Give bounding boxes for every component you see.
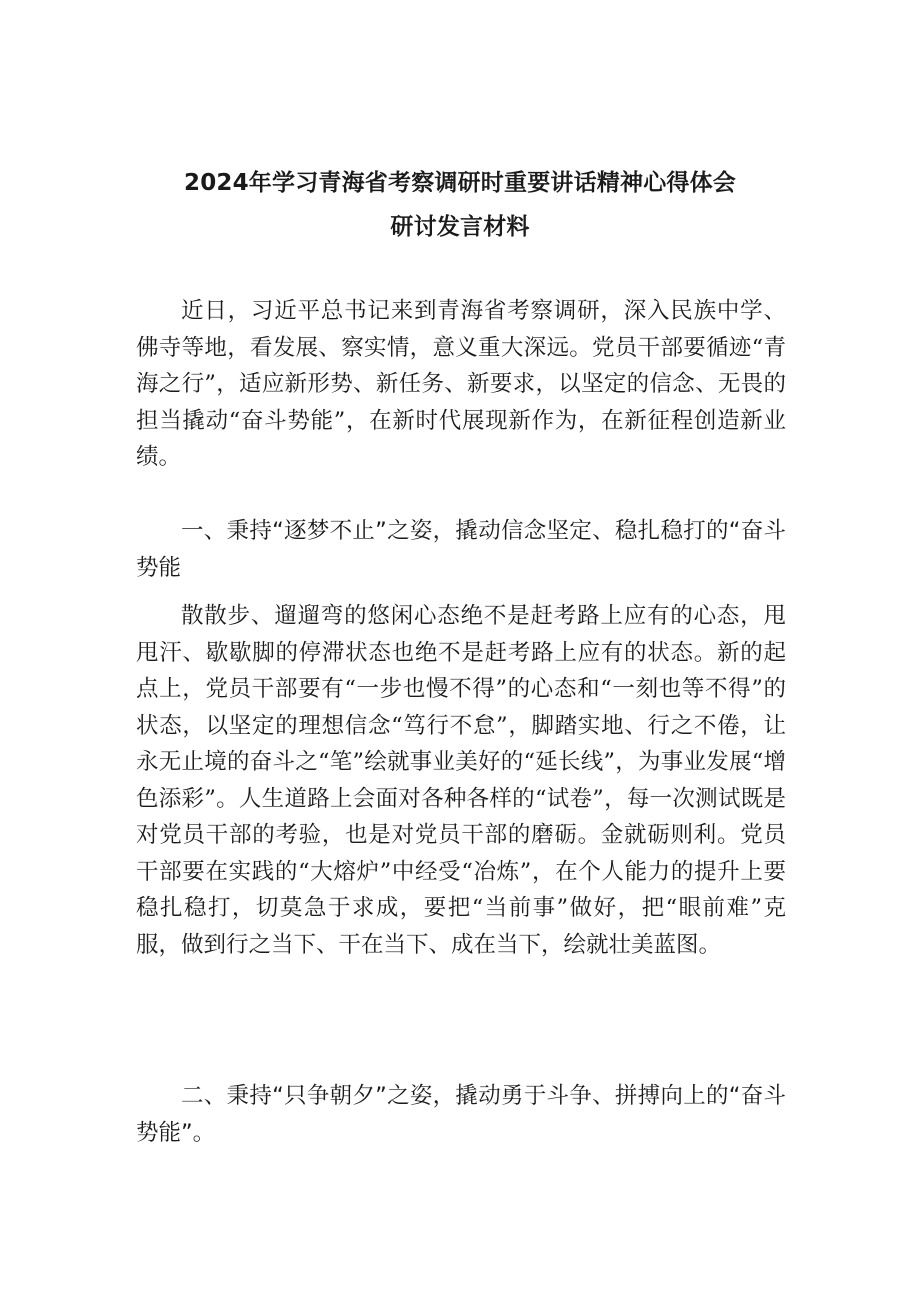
intro-paragraph: 近日，习近平总书记来到青海省考察调研，深入民族中学、佛寺等地，看发展、察实情，意义重大深远。党员干部要循迹“青海之行”，适应新形势、新任务、新要求，以坚定的信念、无畏的担当撬动“奋斗势能”，在新时代展现新作为，在新征程创造新业绩。	[136, 298, 786, 470]
section-heading-1: 一、秉持“逐梦不止”之姿，撬动信念坚定、稳扎稳打的“奋斗势能	[136, 518, 786, 581]
document-title: 2024年学习青海省考察调研时重要讲话精神心得体会	[183, 170, 736, 196]
document-subtitle: 研讨发言材料	[390, 214, 530, 240]
section-1-paragraph: 散散步、遛遛弯的悠闲心态绝不是赶考路上应有的心态，甩甩汗、歇歇脚的停滞状态也绝不是赶考路上应有的状态。新的起点上，党员干部要有“一步也慢不得”的心态和“一刻也等不得”的状态，以坚定的理想信念“笃行不怠”，脚踏实地、行之不倦，让永无止境的奋斗之“笔”绘就事业美好的“延长线”，为事业发展“增色添彩”。人生道路上会面对各种各样的“试卷”，每一次测试既是对党员干部的考验，也是对党员干部的磨砺。金就砺则利。党员干部要在实践的“大熔炉”中经受“冶炼”，在个人能力的提升上要稳扎稳打，切莫急于求成，要把“当前事”做好，把“眼前难”克服，做到行之当下、干在当下、成在当下，绘就壮美蓝图。	[136, 603, 786, 958]
section-heading-2: 二、秉持“只争朝夕”之姿，撬动勇于斗争、拼搏向上的“奋斗势能”。	[136, 1083, 786, 1146]
